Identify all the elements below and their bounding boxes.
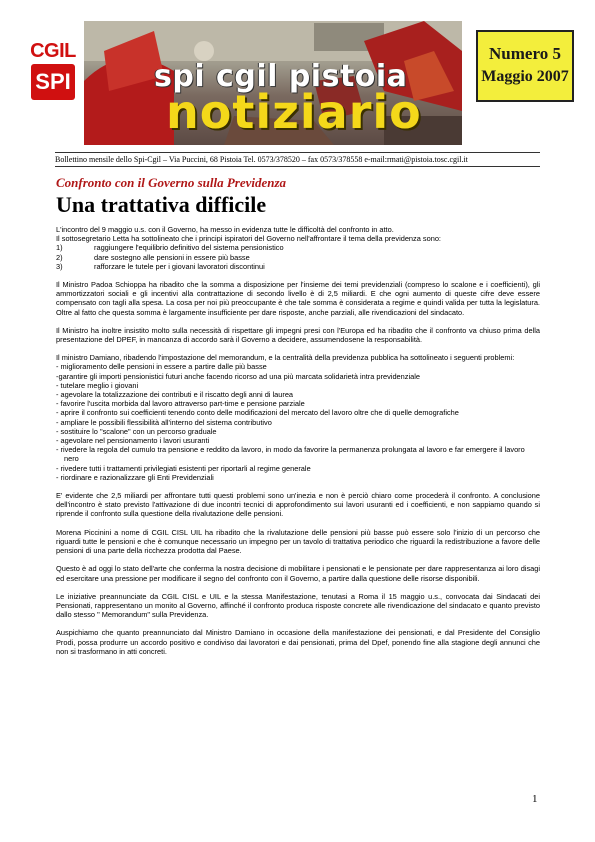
list-item: - rivedere la regola del cumulo tra pensione e reddito da lavoro, in modo da favorire la permanenza prolungata al lavoro e far emergere il lavoro nero xyxy=(56,445,525,464)
list-item: -garantire gli importi pensionistici futuri anche facendo ricorso ad una più marcata solidarietà intra previdenziale xyxy=(56,371,420,381)
list-item: 3) rafforzare le tutele per i giovani lavoratori discontinui xyxy=(56,261,265,271)
issue-date: Maggio 2007 xyxy=(481,68,569,85)
list-item: - sostituire lo "scalone" con un percorso graduale xyxy=(56,426,217,436)
list-item: - miglioramento delle pensioni in essere a partire dalle più basse xyxy=(56,362,267,372)
principles-list xyxy=(56,243,540,271)
article-kicker: Confronto con il Governo sulla Previdenza xyxy=(56,175,287,190)
list-item: - rivedere tutti i trattamenti privilegiati esistenti per riportarli al regime generale xyxy=(56,463,311,473)
list-item: - tutelare meglio i giovani xyxy=(56,380,139,390)
list-item: 1) raggiungere l'equilibrio definitivo del sistema pensionistico xyxy=(56,243,284,253)
article-body xyxy=(56,225,540,665)
list-item: - ampliare le possibili flessibilità all'interno del sistema contributivo xyxy=(56,417,272,427)
cgil-spi-logo xyxy=(24,40,82,100)
issue-box xyxy=(476,30,574,102)
list-item: - agevolare la totalizzazione dei contributi e il riscatto degli anni di laurea xyxy=(56,390,294,400)
paragraph-iniziative: Le iniziative preannunciate da CGIL CISL e UIL e la stessa Manifestazione, tenutasi a Roma il 15 maggio u.s., convocata dai Sindacati dei Pensionati, rappresentano un monito al Governo, affinché il confronto produca risposte concrete alle rivendicazione del sindacato e quanto previsto dallo stesso " Memorandum" sulla Previdenza. xyxy=(56,591,540,620)
list-item: 2) dare sostegno alle pensioni in essere più basse xyxy=(56,252,250,262)
paragraph-letta: Il sottosegretario Letta ha sottolineato che i principi ispiratori del Governo nell'affrontare il tema della previdenza sono: xyxy=(56,234,441,244)
logo-spi-text: SPI xyxy=(31,64,75,100)
list-item: - favorire l'uscita morbida dal lavoro attraverso part-time e pensione parziale xyxy=(56,399,305,409)
header-banner xyxy=(84,21,462,145)
list-item: - riordinare e razionalizzare gli Enti Previdenziali xyxy=(56,472,214,482)
page-number: 1 xyxy=(532,793,538,805)
article-headline: Una trattativa difficile xyxy=(56,192,267,217)
paragraph-2-5-miliardi: E' evidente che 2,5 miliardi per affrontare tutti questi problemi sono un'inezia e non è perciò chiaro come procederà il confronto. A conclusione dell'incontro è stato previsto l'attivazione di due incontri tecnici di approfondimento sui lavori usuranti ed i coefficienti, e non sappiamo quando si riprende il confronto sulla questione della rivalutazione delle pensioni. xyxy=(56,491,540,519)
paragraph-auspichiamo: Auspichiamo che quanto preannunciato dal Ministro Damiano in occasione della manifestazione dei pensionati, e dal Presidente del Consiglio Prodi, possa produrre un accordo positivo e condiviso dai lavoratori e dai pensionati, prima del Dpef, ponendo fine alla stagione degli annunci che non si trasformano in atti concreti. xyxy=(56,628,540,656)
list-item: - agevolare nel pensionamento i lavori usuranti xyxy=(56,436,210,446)
paragraph-piccinini: Morena Piccinini a nome di CGIL CISL UIL ha ribadito che la rivalutazione delle pensioni più basse può essere solo l'inizio di un percorso che riguardi tutte le pensioni e che è comunque necessario un impegno per un tavolo di trattativa periodico che riguardi la redistribuzione a favore delle pensioni di una parte della ricchezza prodotta dal Paese. xyxy=(56,527,540,556)
paragraph-dpef: Il Ministro ha inoltre insistito molto sulla necessità di rispettare gli impegni presi con l'Europa ed ha ribadito che il confronto va chiuso prima della presentazione del DPEF, in mancanza di accordo sarà il Governo a decidere, assumendosene la responsabilità. xyxy=(56,325,540,345)
problems-list xyxy=(56,362,540,482)
paragraph-intro: L'incontro del 9 maggio u.s. con il Governo, ha messo in evidenza tutte le difficoltà del confronto in atto. xyxy=(56,225,394,234)
paragraph-padoa-schioppa: Il Ministro Padoa Schioppa ha ribadito che la somma a disposizione per l'insieme dei temi previdenziali (compreso lo scalone e i coefficienti), gli ammortizzatori sociali e gli incentivi alla contrattazione di secondo livello è di 2,5 miliardi. E che ogni aumento di queste cifre deve essere compensato con tagli alla spesa. La cosa per noi più preoccupante è che tale somma è considerata a regime e quindi valida per tutta la legislatura. Oltre al fatto che questa somma è largamente insufficiente per dare risposte, anche parziali, alle rivendicazioni del sindacato. xyxy=(56,280,540,317)
paragraph-stato-arte: Questo è ad oggi lo stato dell'arte che conferma la nostra decisione di mobilitare i pensionati e le pensionate per dare rappresentanza ai loro disagi ed esercitare una pressione per modificare il segno del confronto con il Governo, a partire dalla questione delle risorse disponibili. xyxy=(56,564,540,583)
masthead-contact-line: Bollettino mensile dello Spi-Cgil – Via Puccini, 68 Pistoia Tel. 0573/378520 – fax 0573/378558 e-mail:rmati@pistoia.tosc.cgil.it xyxy=(55,152,540,167)
list-item: - aprire il confronto sui coefficienti tenendo conto delle modificazioni del mercato del lavoro oltre che di quelle demografiche xyxy=(56,408,459,418)
banner-subtitle: notiziario xyxy=(166,85,422,139)
logo-cgil-text: CGIL xyxy=(30,40,76,62)
issue-number: Numero 5 xyxy=(489,44,561,63)
paragraph-damiano: Il ministro Damiano, ribadendo l'impostazione del memorandum, e la centralità della previdenza pubblica ha sottolineato i seguenti problemi: xyxy=(56,353,515,363)
banner-title: spi cgil pistoia xyxy=(154,59,408,94)
